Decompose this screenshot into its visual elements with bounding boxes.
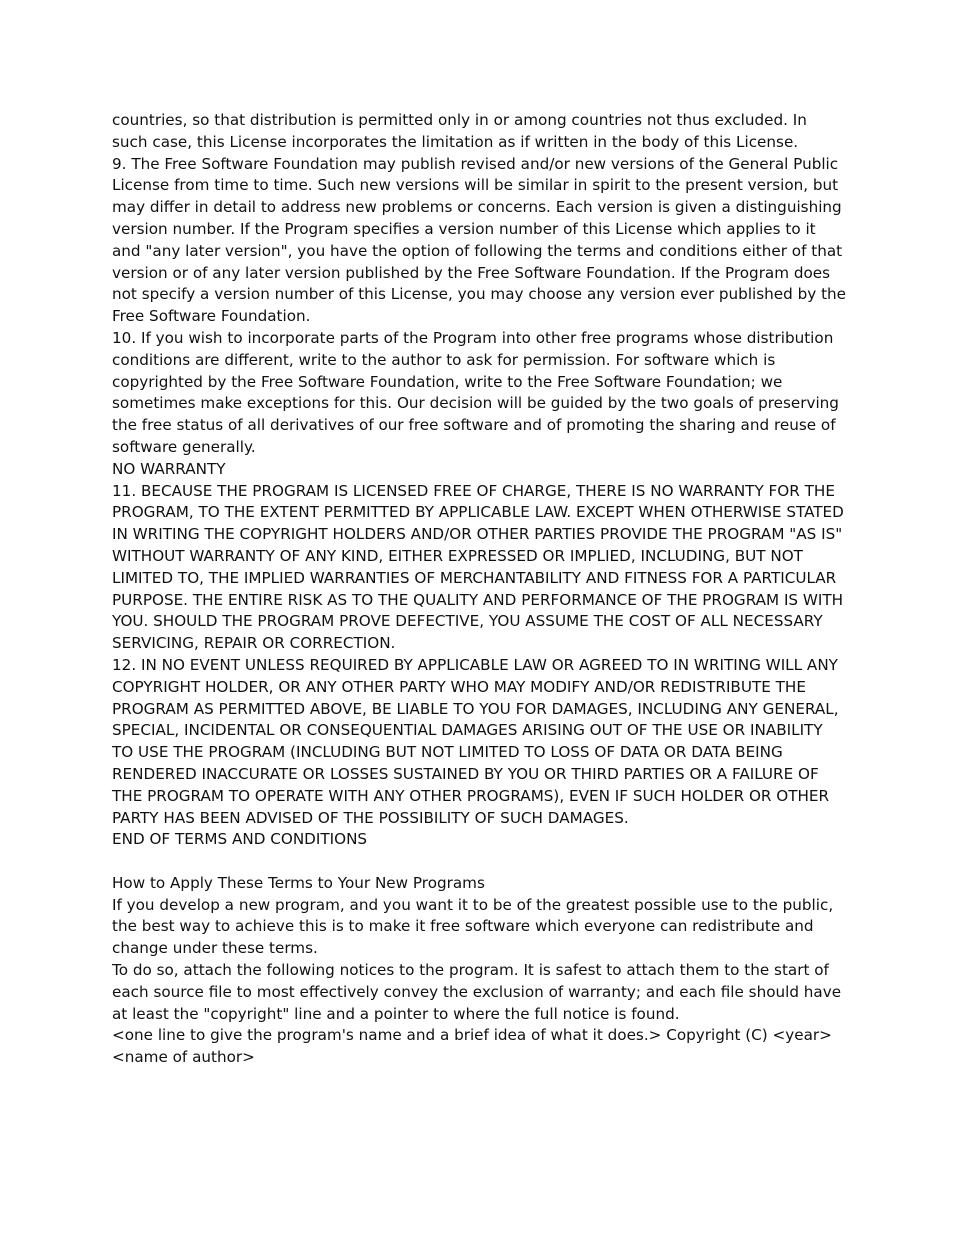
paragraph-section-10: 10. If you wish to incorporate parts of the Program into other free programs whose distribution conditions are different, write to the author to ask for permission. For software which is copyrighted by the Free Software Foundation, write to the Free Software Foundation; we sometimes make exceptions for this. Our decision will be guided by the two goals of preserving the free status of all derivatives of our free software and of promoting the sharing and reuse of software generally. [112,328,839,456]
heading-end-of-terms: END OF TERMS AND CONDITIONS [112,830,368,849]
heading-how-to-apply: How to Apply These Terms to Your New Programs [112,873,485,892]
paragraph-attach-notices: To do so, attach the following notices to the program. It is safest to attach them to the start of each source file to most effectively convey the exclusion of warranty; and each file should have at least the "copyright" line and a pointer to where the full notice is found. [112,961,842,1023]
document-page [112,110,847,1069]
heading-no-warranty: NO WARRANTY [112,459,226,478]
paragraph-section-11: 11. BECAUSE THE PROGRAM IS LICENSED FREE OF CHARGE, THERE IS NO WARRANTY FOR THE PROGRAM, TO THE EXTENT PERMITTED BY APPLICABLE LAW. EXCEPT WHEN OTHERWISE STATED IN WRITING THE COPYRIGHT HOLDERS AND/OR OTHER PARTIES PROVIDE THE PROGRAM "AS IS" WITHOUT WARRANTY OF ANY KIND, EITHER EXPRESSED OR IMPLIED, INCLUDING, BUT NOT LIMITED TO, THE IMPLIED WARRANTIES OF MERCHANTABILITY AND FITNESS FOR A PARTICULAR PURPOSE. THE ENTIRE RISK AS TO THE QUALITY AND PERFORMANCE OF THE PROGRAM IS WITH YOU. SHOULD THE PROGRAM PROVE DEFECTIVE, YOU ASSUME THE COST OF ALL NECESSARY SERVICING, REPAIR OR CORRECTION. [112,481,844,653]
paragraph-develop-new-program: If you develop a new program, and you want it to be of the greatest possible use to the public, the best way to achieve this is to make it free software which everyone can redistribute and change under these terms. [112,895,834,958]
paragraph-country-limitation: countries, so that distribution is permitted only in or among countries not thus excluded. In such case, this License incorporates the limitation as if written in the body of this License. [112,111,807,151]
paragraph-section-12: 12. IN NO EVENT UNLESS REQUIRED BY APPLICABLE LAW OR AGREED TO IN WRITING WILL ANY COPYRIGHT HOLDER, OR ANY OTHER PARTY WHO MAY MODIFY AND/OR REDISTRIBUTE THE PROGRAM AS PERMITTED ABOVE, BE LIABLE TO YOU FOR DAMAGES, INCLUDING ANY GENERAL, SPECIAL, INCIDENTAL OR CONSEQUENTIAL DAMAGES ARISING OUT OF THE USE OR INABILITY TO USE THE PROGRAM (INCLUDING BUT NOT LIMITED TO LOSS OF DATA OR DATA BEING RENDERED INACCURATE OR LOSSES SUSTAINED BY YOU OR THIRD PARTIES OR A FAILURE OF THE PROGRAM TO OPERATE WITH ANY OTHER PROGRAMS), EVEN IF SUCH HOLDER OR OTHER PARTY HAS BEEN ADVISED OF THE POSSIBILITY OF SUCH DAMAGES. [112,655,839,827]
blank-line [112,851,847,873]
paragraph-copyright-line: <one line to give the program's name and a brief idea of what it does.> Copyright (C) <year> <name of author> [112,1026,832,1067]
paragraph-section-9: 9. The Free Software Foundation may publish revised and/or new versions of the General Public License from time to time. Such new versions will be similar in spirit to the present version, but may differ in detail to address new problems or concerns. Each version is given a distinguishing version number. If the Program specifies a version number of this License which applies to it and "any later version", you have the option of following the terms and conditions either of that version or of any later version published by the Free Software Foundation. If the Program does not specify a version number of this License, you may choose any version ever published by the Free Software Foundation. [112,154,846,326]
